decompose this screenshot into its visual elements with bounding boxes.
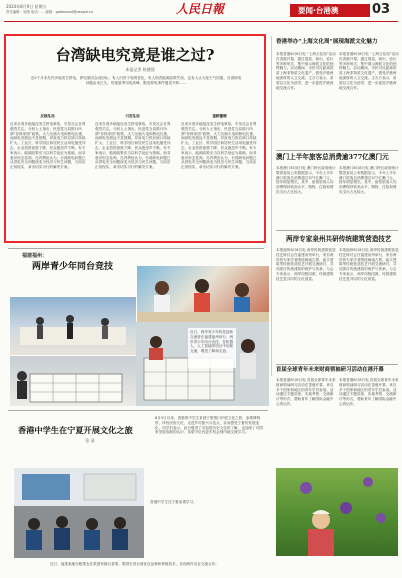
hk-story-title: 香港中学生在宁夏开展文化之旅 <box>18 425 133 435</box>
camp-photo-4 <box>10 356 136 406</box>
section-banner <box>290 4 370 17</box>
right-story-4-col-1: 本报香港8月8日电 首届全球青年未来财商领袖研习活动在香港开幕，来自多个国家和地区的青年学员参加。活动通过专题讲座、实地考察、交流研讨等形式，帮助青年了解国际金融中心的运作。 <box>276 378 336 406</box>
hk-story-text: 8月5日以来，香港的中学生来到宁夏银川开展文化之旅，参观博物馆、体验民俗文化、走进乡村振兴示范点，亲身感受宁夏的发展变化。同学们表示，此行增进了对祖国历史文化的了解，也加深了对国家发展成就的认识，希望今后有更多机会到内地交流学习。 <box>155 416 263 435</box>
right-story-3-title: 两岸专家泉州共研传统建筑营造技艺 <box>286 235 392 243</box>
divider <box>276 230 398 231</box>
lead-subhead-2: 引发乱局 <box>125 114 140 118</box>
date-line: 2024年8月9日 星期五 <box>6 4 47 9</box>
right-story-3-col-1: 本报福州8月8日电 两岸传统建筑营造技艺研讨会在福建泉州举行，来自两岸的专家学者围绕闽南古厝、庙宇建筑等传统营造技艺开展交流研讨，共同探讨传统建筑的保护与传承。与会专家表示，两岸同根同源，传统建筑技艺是共同的文化财富。 <box>276 248 336 281</box>
right-story-2-title: 澳门上半年旅客总消费逾377亿澳门元 <box>276 153 389 161</box>
right-story-4-col-2: 本报香港8月8日电 首届全球青年未来财商领袖研习活动在香港开幕，来自多个国家和地区的青年学员参加。活动通过专题讲座、实地考察、交流研讨等形式，帮助青年了解国际金融中心的运作。 <box>339 378 399 406</box>
photo-people-illustration <box>137 266 269 322</box>
hk-story-byline: 张 清 <box>85 438 95 443</box>
right-story-3-col-2: 本报福州8月8日电 两岸传统建筑营造技艺研讨会在福建泉州举行，来自两岸的专家学者围绕闽南古厝、庙宇建筑等传统营造技艺开展交流研讨，共同探讨传统建筑的保护与传承。与会专家表示，两岸同根同源，传统建筑技艺是共同的文化财富。 <box>339 248 399 281</box>
camp-photo-caption: 近日，两岸青少年科技创新交流营在福建福州举行，两岸青少年同台竞技，在机器人、人工智能等项目中切磋交流，增进了解和友谊。 <box>188 328 236 368</box>
section-name: 要闻·台港澳 <box>298 6 339 15</box>
lead-subhead-3: 重蹈覆辙 <box>212 114 227 118</box>
divider <box>8 410 268 411</box>
photo-hall-illustration <box>10 297 136 355</box>
lead-body-col-3: 近来台湾多地接连发生停电事故，引发社会各界强烈关注。分析人士指出，民进党当局推行所谓“非核家园”政策，大力压缩火电和核电比重，而绿电发展远不及预期，导致电力供应缺口持续扩大。工业区、科学园区和居民生活用电屡受冲击，企业投资意愿下降，民众抱怨声不断。有专家表示，能源政策应当以科学论证为基础，而非意识形态挂帅。岛内舆论认为，台湾缺电问题已从供电安全问题演变为经济与民生问题，当局应正视现实，拿出切实可行的解决方案。 <box>181 122 257 170</box>
editor-line: 责任编辑：吴刚 电话：… 邮箱：gateboard@people.cn <box>6 10 94 14</box>
camp-title: 两岸青少年同台竞技 <box>32 262 114 272</box>
lead-story-byline: 本报记者 陈健强 <box>125 67 155 72</box>
masthead-rule <box>4 21 398 22</box>
column-divider <box>271 36 272 376</box>
lead-body-col-1: 近来台湾多地接连发生停电事故，引发社会各界强烈关注。分析人士指出，民进党当局推行所谓“非核家园”政策，大力压缩火电和核电比重，而绿电发展远不及预期，导致电力供应缺口持续扩大。工业区、科学园区和居民生活用电屡受冲击，企业投资意愿下降，民众抱怨声不断。有专家表示，能源政策应当以科学论证为基础，而非意识形态挂帅。岛内舆论认为，台湾缺电问题已从供电安全问题演变为经济与民生问题，当局应正视现实，拿出切实可行的解决方案。 <box>10 122 86 170</box>
hk-story-photo <box>14 468 144 558</box>
right-story-2-col-1: 本报澳门8月8日电 澳门特区政府统计暨普查局公布数据显示，今年上半年澳门旅客总消费超过377亿澳门元，按年明显增长。其中，留宿旅客人均消费保持较高水平，购物、住宿和餐饮支出占比较大。 <box>276 166 336 194</box>
masthead-logo: 人民日報 <box>176 2 225 16</box>
lead-body-col-2: 近来台湾多地接连发生停电事故，引发社会各界强烈关注。分析人士指出，民进党当局推行所谓“非核家园”政策，大力压缩火电和核电比重，而绿电发展远不及预期，导致电力供应缺口持续扩大。工业区、科学园区和居民生活用电屡受冲击，企业投资意愿下降，民众抱怨声不断。有专家表示，能源政策应当以科学论证为基础，而非意识形态挂帅。岛内舆论认为，台湾缺电问题已从供电安全问题演变为经济与民生问题，当局应正视现实，拿出切实可行的解决方案。 <box>95 122 171 170</box>
photo-farmer-illustration <box>276 468 398 556</box>
camp-photo-2 <box>10 297 136 355</box>
bottom-photo-caption: 近日，福建某地台胞果农在果园采摘百香果。果园引进台湾优良品种和种植技术，实现两岸农业交流合作。 <box>50 562 219 566</box>
photo-mat-illustration <box>10 356 136 406</box>
right-story-1-title: 香港举办“上海文化周”展现海派文化魅力 <box>276 39 378 45</box>
lead-subhead-1: 反核乱局 <box>40 114 55 118</box>
photo-classroom-illustration <box>14 468 144 558</box>
right-story-1-col-1: 本报香港8月8日电 “上海文化周”活动在香港开幕，通过展览、演出、论坛等多种形式，集中展示海派文化的独特魅力。活动期间，市民可近距离欣赏上海非物质文化遗产，感受沪港两地深厚的人文交流。主办方表示，希望以文化为纽带，进一步促进沪港两地交流合作。 <box>276 52 336 90</box>
right-story-1-col-2: 本报香港8月8日电 “上海文化周”活动在香港开幕，通过展览、演出、论坛等多种形式，集中展示海派文化的独特魅力。活动期间，市民可近距离欣赏上海非物质文化遗产，感受沪港两地深厚的人文交流。主办方表示，希望以文化为纽带，进一步促进沪港两地交流合作。 <box>339 52 399 90</box>
right-story-2-col-2: 本报澳门8月8日电 澳门特区政府统计暨普查局公布数据显示，今年上半年澳门旅客总消费超过377亿澳门元，按年明显增长。其中，留宿旅客人均消费保持较高水平，购物、住宿和餐饮支出占比较大。 <box>339 166 399 194</box>
hk-story-caption: 香港中学生在宁夏参观学习。 <box>150 500 197 504</box>
divider <box>276 150 398 151</box>
lead-story-intro: 近2个月来岛内多地发生停电，停电原因众说纷纭。有人归咎于电网老化，有人指责能源政策失误，也有人认为是天气因素。台湾缺电问题由来已久，每逢夏季用电高峰，限电停电事件屡见不鲜…… <box>30 76 242 85</box>
camp-photo-1 <box>137 266 269 322</box>
lead-story-title: 台湾缺电究竟是谁之过? <box>55 46 215 64</box>
fruit-farm-photo <box>276 468 398 556</box>
right-story-4-title: 首届全球青年未来财商领袖研习活动在港开幕 <box>276 367 384 373</box>
page-number: 03 <box>372 2 391 17</box>
divider <box>8 248 264 249</box>
divider <box>276 364 398 365</box>
camp-kicker: 福建福州： <box>22 253 48 259</box>
